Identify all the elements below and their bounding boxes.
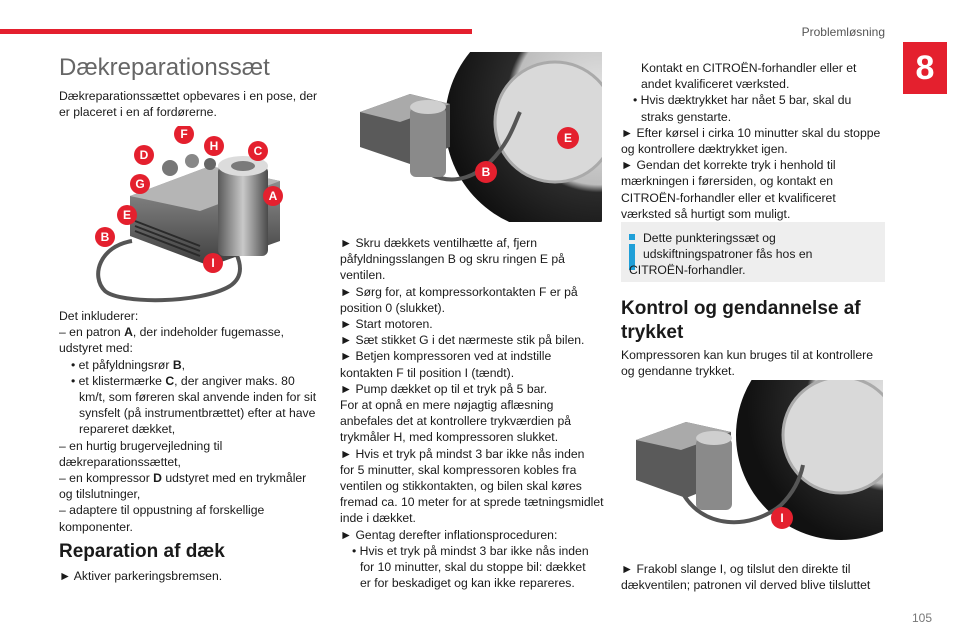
intro-line: Dækreparationssættet opbevares i en pose, der: [59, 89, 318, 103]
ref-letter: D: [153, 471, 162, 486]
list-item: [59, 357, 331, 373]
svg-text:B: B: [100, 230, 110, 244]
step-line: ► Frakobl slange I, og tilslut den direkte til: [621, 562, 851, 576]
step-line: og kontrollere dæktrykket igen.: [621, 142, 788, 157]
compressor-figure: [621, 380, 883, 540]
intro-line: er placeret i en af fordørerne.: [59, 105, 217, 120]
list-heading: Det inkluderer:: [59, 309, 139, 323]
repair-heading: Reparation af dæk: [59, 541, 225, 562]
list-item: dækreparationssættet,: [59, 454, 181, 469]
ref-letter: A: [124, 325, 133, 340]
list-item: komponenter.: [59, 519, 133, 534]
text: ,: [181, 357, 186, 372]
svg-text:I: I: [780, 511, 784, 525]
step-line: Kontakt en CITROËN-forhandler eller et: [641, 61, 857, 75]
check-pressure-heading: [621, 297, 861, 345]
heading-line: trykket: [621, 322, 684, 343]
step-line: ► Betjen kompressoren ved at indstille: [340, 349, 552, 364]
step-line: ► Start motoren.: [340, 317, 433, 332]
header-accent-bar: [0, 29, 472, 34]
svg-text:I: I: [211, 256, 215, 270]
ref-letter: B: [172, 357, 182, 372]
step-line: ► Skru dækkets ventilhætte af, fjern: [340, 236, 537, 250]
step-line: ventilen.: [340, 268, 386, 283]
text: , der indeholder fugemasse,: [132, 325, 284, 340]
step-line: For at opnå en mere nøjagtig aflæsning: [340, 398, 554, 413]
info-line: Dette punkteringssæt og: [643, 231, 776, 245]
step-line: trykmåler H, med kompressoren slukket.: [340, 430, 559, 445]
page-number: 105: [912, 611, 933, 625]
step-line: for 5 minutter, skal kompressoren kobles fra: [340, 462, 577, 477]
section-title: Dækreparationssæt: [59, 54, 270, 81]
step-line: ► Efter kørsel i cirka 10 minutter skal du stoppe: [621, 125, 881, 140]
info-line: udskiftningspatroner fås hos en: [643, 247, 813, 261]
step-line: er for beskadiget og kan ikke repareres.: [360, 576, 575, 591]
step-line: for 10 minutter, skal du stoppe bil: dækket: [360, 560, 586, 575]
step-line: ► Pump dækket op til et tryk på 5 bar.: [340, 381, 548, 396]
svg-text:F: F: [180, 127, 188, 141]
inflation-figure: [340, 52, 602, 222]
disconnect-steps: [621, 561, 891, 593]
step-line: ► Gentag derefter inflationsproceduren:: [340, 527, 558, 542]
step-line: mærkningen i førersiden, og kontakt en: [621, 174, 834, 189]
step-line: straks genstarte.: [641, 109, 732, 124]
text: • et påfyldningsrør: [71, 357, 173, 372]
paragraph-line: og gendanne trykket.: [621, 364, 735, 379]
step-line: CITROËN-forhandler eller et kvalificeret: [621, 190, 836, 205]
step-line: • Hvis dæktrykket har nået 5 bar, skal du: [633, 93, 852, 108]
list-item: – adaptere til oppustning af forskellige: [59, 503, 265, 518]
text: udstyret med en trykmåler: [161, 471, 307, 486]
running-header-title: Problemløsning: [801, 25, 885, 39]
svg-text:G: G: [135, 177, 145, 191]
list-item: synsfelt (på instrumentbrættet) efter at have: [79, 406, 316, 421]
repair-kit-figure: [60, 126, 328, 306]
list-item: [59, 373, 331, 389]
list-item: repareret dækket,: [79, 422, 176, 437]
svg-text:A: A: [268, 189, 278, 203]
paragraph-line: Kompressoren kan kun bruges til at kontrollere: [621, 348, 874, 362]
svg-text:H: H: [209, 139, 219, 153]
step-text: ► Aktiver parkeringsbremsen.: [59, 569, 223, 583]
step-line: anbefales det at kontrollere trykværdien på: [340, 414, 572, 429]
svg-text:D: D: [139, 148, 149, 162]
step-line: kontakten F til position I (tændt).: [340, 365, 515, 380]
step-line: ► Gendan det korrekte tryk i henhold til: [621, 158, 836, 173]
svg-text:C: C: [253, 144, 263, 158]
compressor-paragraph: [621, 347, 891, 379]
step-line: fremad ca. 10 meter for at sprede tætningsmidlet: [340, 495, 604, 510]
info-line: CITROËN-forhandler.: [629, 263, 746, 277]
list-item: – en hurtig brugervejledning til: [59, 438, 223, 453]
svg-text:B: B: [481, 165, 491, 179]
step-line: • Hvis et tryk på mindst 3 bar ikke nås inden: [352, 543, 589, 558]
svg-text:E: E: [563, 131, 573, 145]
step-line: inde i dækket.: [340, 511, 416, 526]
step-line: andet kvalificeret værksted.: [641, 77, 790, 92]
info-note: [621, 222, 885, 282]
list-item: [59, 470, 331, 486]
kit-contents-list: [59, 308, 331, 535]
list-item: og tilslutninger,: [59, 487, 141, 502]
list-item: [59, 324, 331, 340]
list-item: km/t, som føreren skal anvende inden for sit: [79, 390, 317, 405]
step-line: ► Sæt stikket G i det nærmeste stik på bilen.: [340, 333, 585, 348]
heading-line: Kontrol og gendannelse af: [621, 298, 861, 319]
continued-steps: [621, 60, 891, 222]
chapter-number-badge: 8: [903, 42, 947, 94]
ref-letter: C: [165, 373, 175, 388]
step-line: dækventilen; patronen vil derved blive tilsluttet: [621, 578, 871, 593]
step-line: ventilen og stikkontakten, og bilen skal køres: [340, 479, 582, 494]
step-line: værksted så hurtigt som muligt.: [621, 206, 791, 221]
text: – en patron: [59, 325, 125, 340]
step-line: position 0 (slukket).: [340, 300, 445, 315]
step-line: påfyldningsslangen B og skru ringen E på: [340, 252, 565, 267]
step-line: ► Hvis et tryk på mindst 3 bar ikke nås inden: [340, 446, 585, 461]
intro-paragraph: [59, 88, 329, 120]
text: • et klistermærke: [71, 373, 166, 388]
text: – en kompressor: [59, 471, 154, 486]
step-line: ► Sørg for, at kompressorkontakten F er på: [340, 284, 578, 299]
inflation-steps: [340, 235, 608, 591]
svg-text:E: E: [122, 208, 132, 222]
list-item: udstyret med:: [59, 341, 133, 356]
text: , der angiver maks. 80: [174, 373, 295, 388]
